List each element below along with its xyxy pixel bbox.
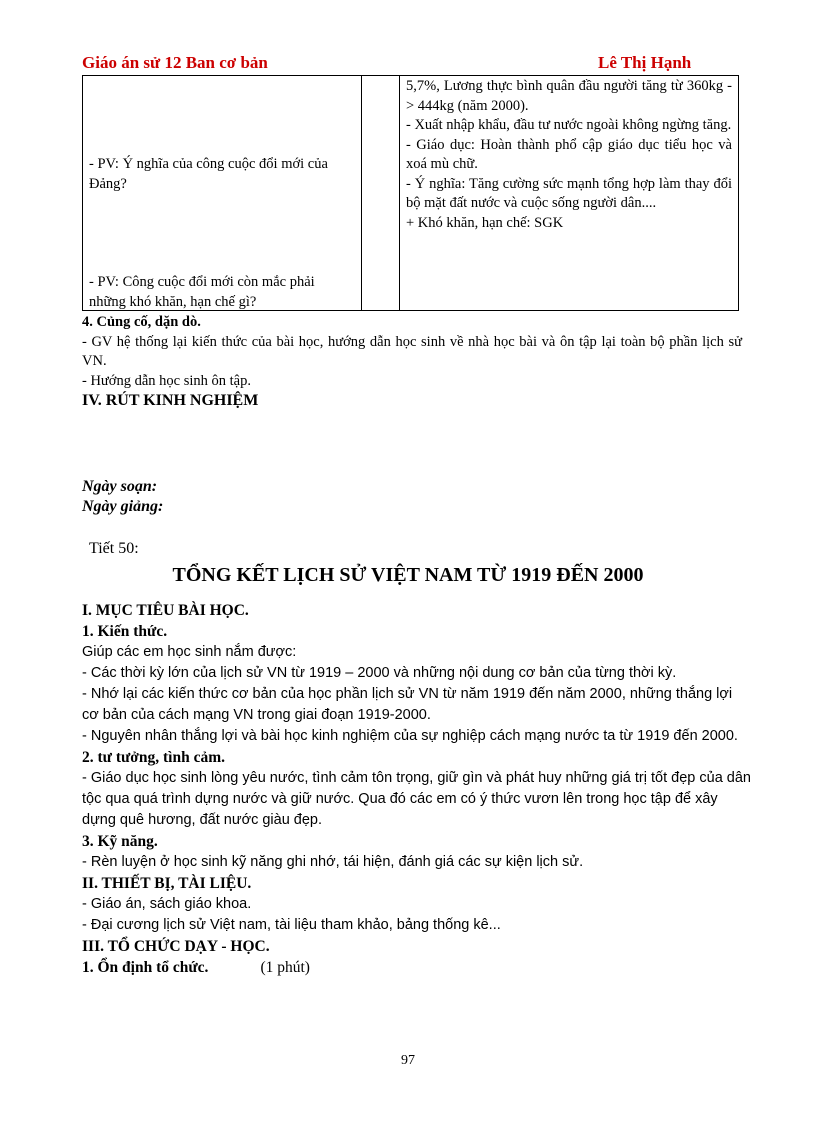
content-line: - Ý nghĩa: Tăng cường sức mạnh tổng hợp làm thay đổi bộ mặt đất nước và cuộc sống người dân.... xyxy=(406,175,732,211)
page-number: 97 xyxy=(401,1053,415,1068)
question-significance: - PV: Ý nghĩa của công cuộc đổi mới của Đảng? xyxy=(89,156,328,192)
header-author-name: Lê Thị Hạnh xyxy=(598,53,692,72)
consolidation-line: - GV hệ thống lại kiến thức của bài học, hướng dẫn học sinh về nhà học bài và ôn tập lại toàn bộ phần lịch sử VN. xyxy=(82,333,742,369)
content-line: - Giáo dục: Hoàn thành phổ cập giáo dục tiểu học và xoá mù chữ. xyxy=(406,136,732,172)
consolidation-section xyxy=(82,313,742,411)
content-line: - Xuất nhập khẩu, đầu tư nước ngoài không ngừng tăng. xyxy=(406,117,732,133)
dates-block xyxy=(82,477,742,516)
equipment-item: - Đại cương lịch sử Việt nam, tài liệu tham khảo, bảng thống kê... xyxy=(82,917,501,933)
organization-step xyxy=(82,957,752,978)
question-difficulties: - PV: Công cuộc đổi mới còn mắc phải những khó khăn, hạn chế gì? xyxy=(89,274,315,310)
prepared-date-label: Ngày soạn: xyxy=(82,478,158,495)
experience-heading: IV. RÚT KINH NGHIỆM xyxy=(82,392,259,409)
content-line: 5,7%, Lương thực bình quân đầu người tăng từ 360kg -> 444kg (năm 2000). xyxy=(406,78,732,114)
lesson-activity-table xyxy=(82,75,739,311)
organization-heading: III. TỔ CHỨC DẠY - HỌC. xyxy=(82,938,270,955)
consolidation-heading: 4. Củng cố, dặn dò. xyxy=(82,314,201,330)
organization-step-label: 1. Ổn định tổ chức. xyxy=(82,959,209,976)
content-cell xyxy=(400,76,739,311)
knowledge-intro: Giúp các em học sinh nắm được: xyxy=(82,644,297,660)
thought-item: - Giáo dục học sinh lòng yêu nước, tình cảm tôn trọng, giữ gìn và phát huy những giá trị tốt đẹp của dân tộc qua quá trình dựng nước và giữ nước. Qua đó các em có ý thức vươn lên trong học tập để xây dựng quê hương, đất nước giàu đẹp. xyxy=(82,770,751,828)
consolidation-line: - Hướng dẫn học sinh ôn tập. xyxy=(82,372,251,389)
equipment-item: - Giáo án, sách giáo khoa. xyxy=(82,896,252,912)
objectives-heading: I. MỤC TIÊU BÀI HỌC. xyxy=(82,602,249,619)
table-row xyxy=(83,76,739,311)
organization-step-time: (1 phút) xyxy=(260,959,310,976)
equipment-heading: II. THIẾT BỊ, TÀI LIỆU. xyxy=(82,875,252,892)
knowledge-item: - Nhớ lại các kiến thức cơ bản của học phần lịch sử VN từ năm 1919 đến năm 2000, những thắng lợi cơ bản của cách mạng VN trong giai đoạn 1919-2000. xyxy=(82,686,733,723)
lesson-number: Tiết 50: xyxy=(89,540,139,557)
thought-heading: 2. tư tưởng, tình cảm. xyxy=(82,749,226,766)
skill-heading: 3. Kỹ năng. xyxy=(82,833,158,850)
taught-date-label: Ngày giảng: xyxy=(82,497,164,515)
skill-item: - Rèn luyện ở học sinh kỹ năng ghi nhớ, tái hiện, đánh giá các sự kiện lịch sử. xyxy=(82,854,584,870)
knowledge-item: - Nguyên nhân thắng lợi và bài học kinh nghiệm của sự nghiệp cách mạng nước ta từ 1919 đến 2000. xyxy=(82,728,738,744)
header-course-title: Giáo án sử 12 Ban cơ bản xyxy=(82,53,268,72)
knowledge-item: - Các thời kỳ lớn của lịch sử VN từ 1919 – 2000 và những nội dung cơ bản của từng thời kỳ. xyxy=(82,665,677,681)
lesson-title: TỔNG KẾT LỊCH SỬ VIỆT NAM TỪ 1919 ĐẾN 2000 xyxy=(172,564,644,586)
content-line: + Khó khăn, hạn chế: SGK xyxy=(406,214,564,231)
teacher-questions-cell xyxy=(83,76,362,311)
empty-middle-cell xyxy=(362,76,400,311)
knowledge-heading: 1. Kiến thức. xyxy=(82,623,168,640)
lesson-plan-body xyxy=(82,600,752,978)
